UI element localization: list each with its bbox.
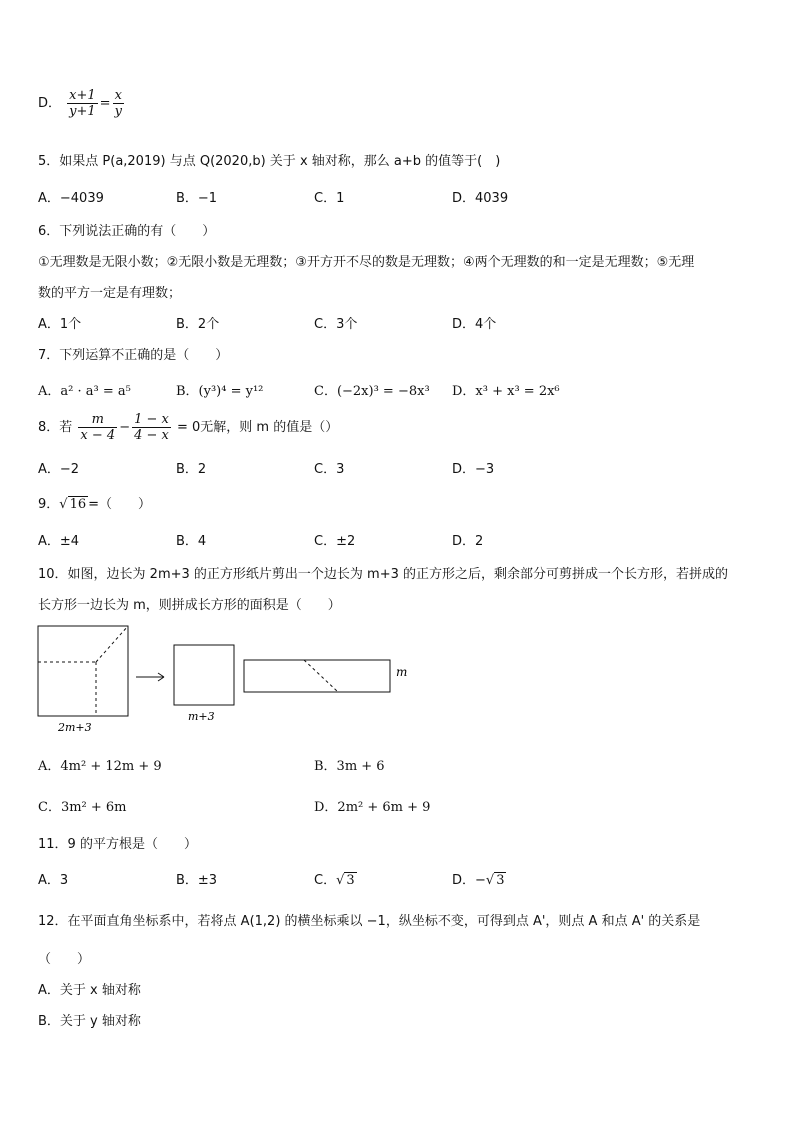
q9-option-d: D．2 bbox=[452, 534, 484, 549]
q5-option-b: B．−1 bbox=[176, 191, 218, 206]
q6-option-d: D．4个 bbox=[452, 317, 497, 332]
q11-option-d: D．−√ 3 bbox=[452, 873, 505, 888]
q7-option-c: C．(−2x)³ = −8x³ bbox=[314, 384, 430, 399]
q6-stem: 6．下列说法正确的有（ ） bbox=[38, 224, 216, 239]
q7-stem: 7．下列运算不正确的是（ ） bbox=[38, 348, 229, 363]
q12-stem-line2: （ ） bbox=[38, 952, 91, 967]
q8-option-c: C．3 bbox=[314, 462, 345, 477]
q5-option-c: C．1 bbox=[314, 191, 345, 206]
q9-stem: 9．√ 16 =（ ） bbox=[38, 497, 152, 512]
q7-option-d: D．x³ + x³ = 2x⁶ bbox=[452, 384, 560, 399]
q11-option-d-sqrt: √ 3 bbox=[485, 873, 505, 888]
big-square-label: 2m+3 bbox=[58, 721, 92, 734]
q6-option-a: A．1个 bbox=[38, 317, 82, 332]
q9-sqrt: √ 16 bbox=[59, 497, 87, 512]
q8-option-d: D．−3 bbox=[452, 462, 495, 477]
result-rectangle bbox=[244, 660, 390, 692]
big-square bbox=[38, 626, 128, 716]
q5-option-d: D．4039 bbox=[452, 191, 509, 206]
q8-option-a: A．−2 bbox=[38, 462, 80, 477]
rectangle-cut-line bbox=[304, 660, 338, 692]
q9-option-b: B．4 bbox=[176, 534, 207, 549]
q4-fraction-right: $\frac{x}{y}$ bbox=[114, 88, 122, 119]
q11-option-a: A．3 bbox=[38, 873, 69, 888]
q9-option-c: C．±2 bbox=[314, 534, 356, 549]
q5-option-a: A．−4039 bbox=[38, 191, 104, 206]
q10-stem-line2: 长方形一边长为 m，则拼成长方形的面积是（ ） bbox=[38, 598, 341, 613]
q8-fraction-2: $\frac{1 - x}{4 - x}$ bbox=[134, 412, 169, 443]
q8-option-b: B．2 bbox=[176, 462, 207, 477]
q8-stem: 8．若 $\frac{m}{x - 4}$ − $\frac{1 - x}{4 - x}$ = 0无解，则 m 的值是（） bbox=[38, 412, 339, 443]
q12-option-b: B．关于 y 轴对称 bbox=[38, 1014, 141, 1029]
q6-body-line1: ①无理数是无限小数；②无限小数是无理数；③开方开不尽的数是无理数；④两个无理数的和一定是无理数；⑤无理 bbox=[38, 255, 695, 270]
q10-option-c: C．3m² + 6m bbox=[38, 800, 127, 815]
q7-option-a: A．a² · a³ = a⁵ bbox=[38, 384, 131, 399]
q12-option-a: A．关于 x 轴对称 bbox=[38, 983, 141, 998]
q6-option-c: C．3个 bbox=[314, 317, 358, 332]
q10-option-a: A．4m² + 12m + 9 bbox=[38, 759, 162, 774]
small-square bbox=[174, 645, 234, 705]
q4-fraction-left: $\frac{x+1}{y+1}$ bbox=[69, 88, 96, 119]
q11-option-c-sqrt: √ 3 bbox=[336, 873, 355, 888]
q6-body-line2: 数的平方一定是有理数； bbox=[38, 286, 182, 301]
q4-option-d-label: D． bbox=[38, 96, 62, 111]
cut-line-diagonal bbox=[96, 626, 128, 662]
rectangle-label: m bbox=[396, 665, 408, 679]
q10-option-b: B．3m + 6 bbox=[314, 759, 385, 774]
q5-stem: 5．如果点 P(a,2019) 与点 Q(2020,b) 关于 x 轴对称，那么 a+b 的值等于( ) bbox=[38, 154, 501, 169]
q12-stem-line1: 12．在平面直角坐标系中，若将点 A(1,2) 的横坐标乘以 −1，纵坐标不变，可得到点 A'，则点 A 和点 A' 的关系是 bbox=[38, 914, 701, 929]
q9-option-a: A．±4 bbox=[38, 534, 80, 549]
q4-option-d: D． $\frac{x+1}{y+1}$ = $\frac{x}{y}$ bbox=[38, 88, 122, 119]
small-square-label: m+3 bbox=[188, 710, 215, 723]
q6-option-b: B．2个 bbox=[176, 317, 220, 332]
q11-option-b: B．±3 bbox=[176, 873, 218, 888]
q11-option-c: C．√ 3 bbox=[314, 873, 355, 888]
q10-stem-line1: 10．如图，边长为 2m+3 的正方形纸片剪出一个边长为 m+3 的正方形之后，剩余部分可剪拼成一个长方形，若拼成的 bbox=[38, 567, 728, 582]
q10-option-d: D．2m² + 6m + 9 bbox=[314, 800, 431, 815]
q7-option-b: B．(y³)⁴ = y¹² bbox=[176, 384, 264, 399]
q10-figure bbox=[30, 620, 430, 735]
q8-fraction-1: $\frac{m}{x - 4}$ bbox=[80, 412, 116, 443]
q11-stem: 11．9 的平方根是（ ） bbox=[38, 837, 197, 852]
